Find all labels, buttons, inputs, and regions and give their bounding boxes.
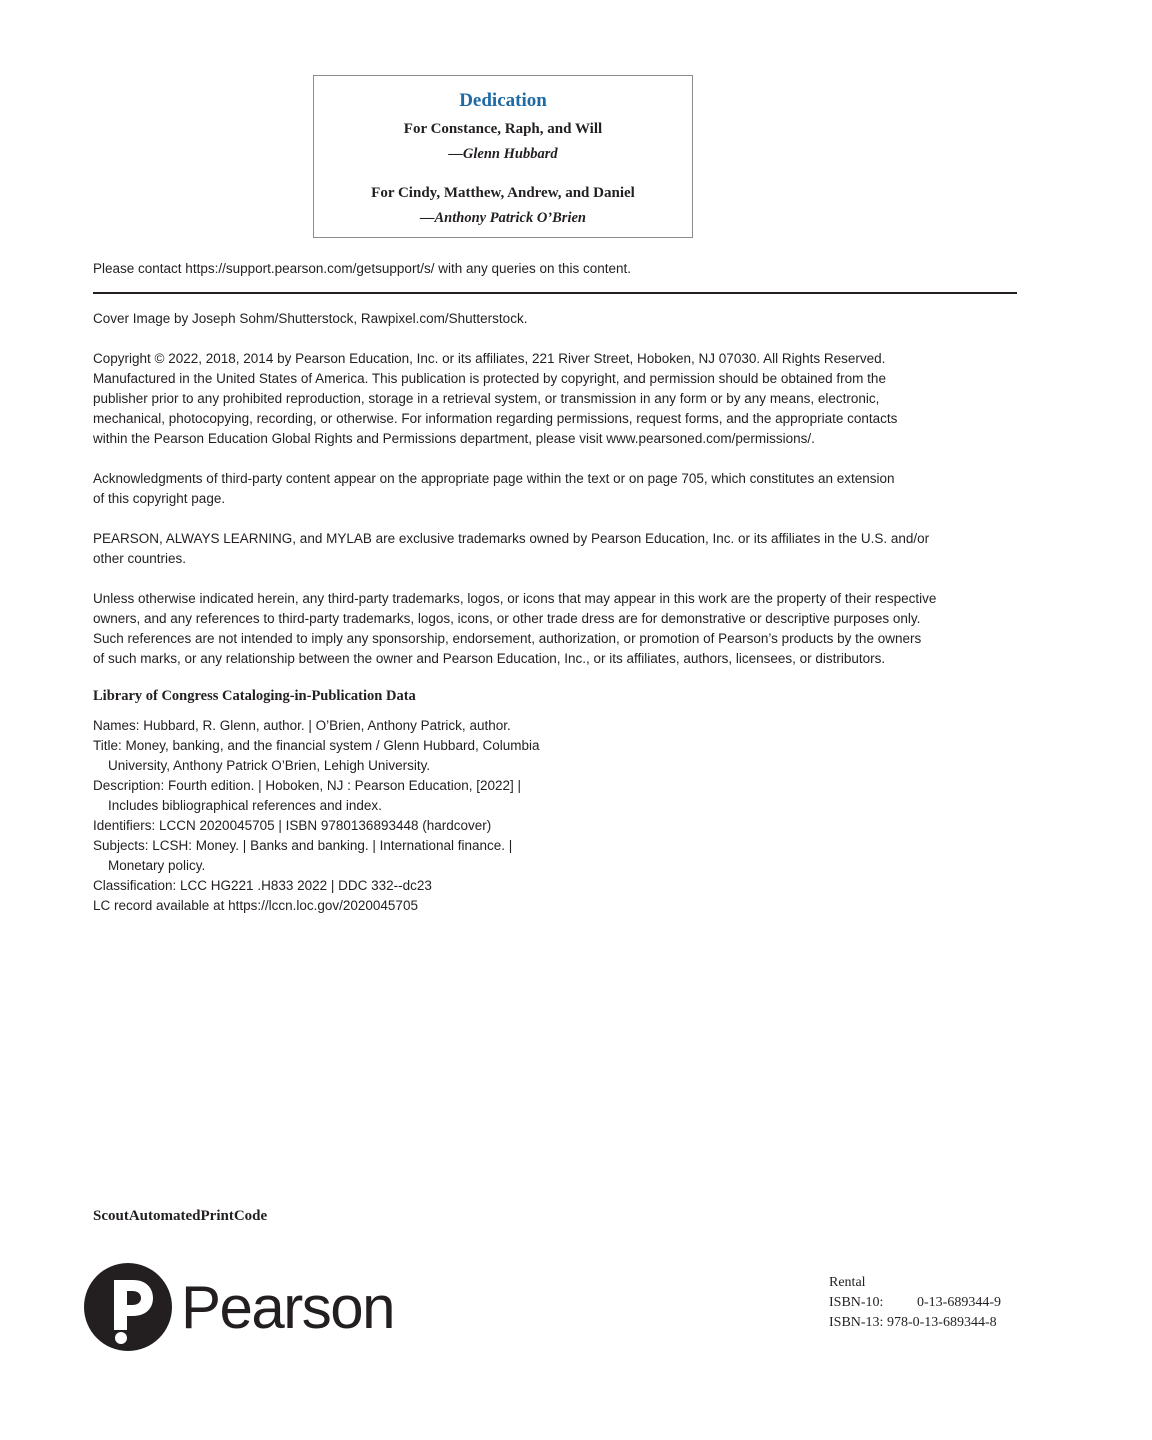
cip-line: Names: Hubbard, R. Glenn, author. | O’Brien, Anthony Patrick, author.	[93, 718, 511, 733]
third-party-line: owners, and any references to third-party trademarks, logos, icons, or other trade dress are for demonstrative or descriptive purposes only.	[93, 611, 921, 626]
copyright-line: mechanical, photocopying, recording, or otherwise. For information regarding permissions, request forms, and the appropriate contacts	[93, 411, 898, 426]
cip-line: Title: Money, banking, and the financial system / Glenn Hubbard, Columbia	[93, 738, 540, 753]
acknowledgments-line: Acknowledgments of third-party content appear on the appropriate page within the text or on page 705, which constitutes an extension	[93, 471, 895, 486]
third-party-line: of such marks, or any relationship between the owner and Pearson Education, Inc., or its affiliates, authors, licensees, or distributors.	[93, 651, 886, 666]
isbn-13-value: 978-0-13-689344-8	[886, 1315, 997, 1330]
isbn-block	[829, 1273, 1001, 1333]
cip-line: University, Anthony Patrick O’Brien, Lehigh University.	[108, 758, 431, 773]
copyright-line: Manufactured in the United States of America. This publication is protected by copyright, and permission should be obtained from the	[93, 371, 886, 386]
dedication-title: Dedication	[459, 90, 547, 111]
cip-block	[93, 716, 653, 916]
isbn-13-row	[829, 1313, 1001, 1333]
cip-heading: Library of Congress Cataloging-in-Publication Data	[93, 688, 416, 704]
isbn-13-label: ISBN-13:	[829, 1315, 884, 1330]
pearson-logo-icon	[84, 1260, 172, 1354]
third-party-line: Such references are not intended to imply any sponsorship, endorsement, authorization, or promotion of Pearson’s products by the owners	[93, 631, 922, 646]
copyright-paragraph	[93, 349, 1023, 449]
dedication-line-2: For Cindy, Matthew, Andrew, and Daniel	[371, 185, 635, 201]
acknowledgments-line: of this copyright page.	[93, 491, 226, 506]
cip-line: LC record available at https://lccn.loc.gov/2020045705	[93, 898, 418, 913]
copyright-line: within the Pearson Education Global Rights and Permissions department, please visit www.pearsoned.com/permissions/.	[93, 431, 815, 446]
dedication-signature-1: —Glenn Hubbard	[448, 146, 558, 162]
contact-note: Please contact https://support.pearson.com/getsupport/s/ with any queries on this content.	[93, 261, 632, 276]
dedication-signature-2: —Anthony Patrick O’Brien	[420, 210, 586, 226]
print-code: ScoutAutomatedPrintCode	[93, 1208, 268, 1224]
dedication-box	[313, 75, 693, 238]
dedication-line-1: For Constance, Raph, and Will	[403, 121, 603, 137]
third-party-paragraph	[93, 589, 1023, 669]
isbn-10-row	[829, 1293, 1001, 1313]
third-party-line: Unless otherwise indicated herein, any third-party trademarks, logos, or icons that may appear in this work are the property of their respective	[93, 591, 937, 606]
cip-line: Monetary policy.	[108, 858, 206, 873]
cip-line: Subjects: LCSH: Money. | Banks and banking. | International finance. |	[93, 838, 513, 853]
pearson-logo-text: Pearson	[181, 1274, 394, 1341]
isbn-10-label: ISBN-10:	[829, 1295, 884, 1310]
cip-line: Identifiers: LCCN 2020045705 | ISBN 9780136893448 (hardcover)	[93, 818, 492, 833]
cip-line: Classification: LCC HG221 .H833 2022 | DDC 332--dc23	[93, 878, 432, 893]
copyright-line: Copyright © 2022, 2018, 2014 by Pearson Education, Inc. or its affiliates, 221 River Street, Hoboken, NJ 07030. All Rights Reserved.	[93, 351, 886, 366]
divider-rule	[93, 292, 1017, 294]
copyright-line: publisher prior to any prohibited reproduction, storage in a retrieval system, or transmission in any form or by any means, electronic,	[93, 391, 880, 406]
cip-line: Includes bibliographical references and index.	[108, 798, 382, 813]
rental-label: Rental	[829, 1275, 866, 1290]
cover-credit: Cover Image by Joseph Sohm/Shutterstock, Rawpixel.com/Shutterstock.	[93, 311, 528, 326]
trademarks-line: PEARSON, ALWAYS LEARNING, and MYLAB are exclusive trademarks owned by Pearson Education, Inc. or its affiliates in the U.S. and/or	[93, 531, 930, 546]
cip-line: Description: Fourth edition. | Hoboken, NJ : Pearson Education, [2022] |	[93, 778, 521, 793]
acknowledgments-paragraph	[93, 469, 1023, 509]
isbn-10-value: 0-13-689344-9	[917, 1295, 1001, 1310]
trademarks-paragraph	[93, 529, 1023, 569]
trademarks-line: other countries.	[93, 551, 187, 566]
